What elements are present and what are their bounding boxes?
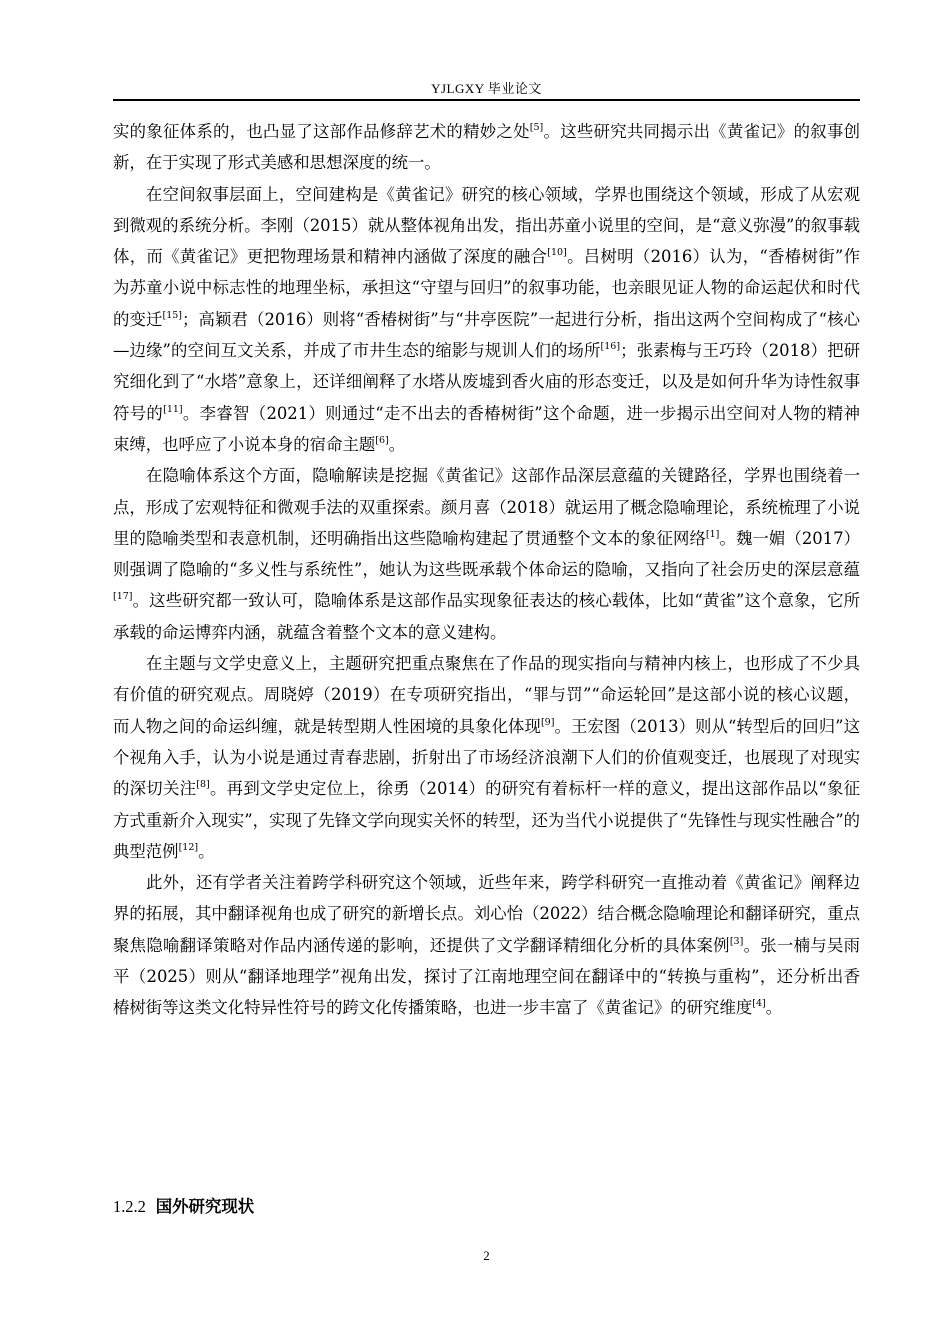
text-run: 。吕树明（2016）认为，“香椿树街”作为苏童小说中标志性的地理坐标，承担这“守望与回归”的叙事功能，也亲眼见证人物的命运起伏和时代的变迁 xyxy=(113,247,860,329)
text-run: 。王宏图（2013）则从“转型后的回归”这个视角入手，认为小说是通过青春悲剧，折射出了市场经济浪潮下人们的价值观变迁，也展现了对现实的深切关注 xyxy=(113,716,860,799)
citation-ref: [3] xyxy=(729,935,744,947)
citation-ref: [9] xyxy=(540,716,555,728)
paragraph xyxy=(113,116,860,179)
text-run: 。魏一媚（2017）则强调了隐喻的“多义性与系统性”，她认为这些既承载个体命运的隐喻，又指向了社会历史的深层意蕴 xyxy=(113,528,861,580)
page-number: 2 xyxy=(483,1248,490,1263)
citation-ref: [10] xyxy=(547,247,567,259)
text-run: ；高颖君（2016）则将“香椿树街”与“井亭医院”一起进行分析，指出这两个空间构成了“核心—边缘”的空间互文关系，并成了市井生态的缩影与规训人们的场所 xyxy=(113,309,861,361)
paragraph xyxy=(113,179,860,461)
text-run: 。这些研究共同揭示出《黄雀记》的叙事创新，在于实现了形式美感和思想深度的统一。 xyxy=(113,122,861,173)
citation-ref: [15] xyxy=(162,309,183,321)
text-run: 。再到文学史定位上，徐勇（2014）的研究有着标杆一样的意义，提出这部作品以“象征方式重新介入现实”，实现了先锋文学向现实关怀的转型，还为当代小说提供了“先锋性与现实性融合”的典型范例 xyxy=(113,779,860,861)
paragraph xyxy=(113,460,860,648)
citation-ref: [16] xyxy=(600,341,621,353)
text-run: ；张素梅与王巧玲（2018）把研究细化到了“水塔”意象上，还详细阐释了水塔从废墟到香火庙的形态变迁，以及是如何升华为诗性叙事符号的 xyxy=(113,341,860,423)
section-heading xyxy=(113,1193,254,1217)
text-run: 。张一楠与吴雨平（2025）则从“翻译地理学”视角出发，探讨了江南地理空间在翻译中的“转换与重构”，还分析出香椿树街等这类文化特异性符号的跨文化传播策略，也进一步丰富了《黄雀记》的研究维度 xyxy=(113,935,861,1018)
paragraph xyxy=(113,648,860,867)
running-header: YJLGXY 毕业论文 xyxy=(431,81,542,96)
text-run: 。 xyxy=(765,998,783,1018)
text-run: 。这些研究都一致认可，隐喻体系是这部作品实现象征表达的核心载体，比如“黄雀”这个意象，它所承载的命运博弈内涵，就蕴含着整个文本的意义建构。 xyxy=(113,591,860,642)
citation-ref: [6] xyxy=(375,434,389,446)
section-title: 国外研究现状 xyxy=(155,1197,255,1216)
citation-ref: [8] xyxy=(196,779,210,791)
citation-ref: [1] xyxy=(705,528,720,540)
text-run: 在空间叙事层面上，空间建构是《黄雀记》研究的核心领域，学界也围绕这个领域，形成了从宏观到微观的系统分析。李刚（2015）就从整体视角出发，指出苏童小说里的空间，是“意义弥漫”的叙事载体，而《黄雀记》更把物理场景和精神内涵做了深度的融合 xyxy=(113,184,860,267)
section-number: 1.2.2 xyxy=(113,1197,146,1216)
header-rule xyxy=(113,99,860,101)
text-run: 此外，还有学者关注着跨学科研究这个领域，近些年来，跨学科研究一直推动着《黄雀记》阐释边界的拓展，其中翻译视角也成了研究的新增长点。刘心怡（2022）结合概念隐喻理论和翻译研究，重点聚焦隐喻翻译策略对作品内涵传递的影响，还提供了文学翻译精细化分析的具体案例 xyxy=(113,873,860,955)
text-run: 实的象征体系的，也凸显了这部作品修辞艺术的精妙之处 xyxy=(113,122,530,141)
text-run: 。 xyxy=(388,434,406,454)
citation-ref: [4] xyxy=(752,998,766,1010)
body-text xyxy=(113,116,860,1024)
citation-ref: [5] xyxy=(529,122,544,133)
text-run: 。 xyxy=(198,841,215,861)
text-run: 在隐喻体系这个方面，隐喻解读是挖掘《黄雀记》这部作品深层意蕴的关键路径，学界也围绕着一点，形成了宏观特征和微观手法的双重探索。颜月喜（2018）就运用了概念隐喻理论，系统梳理了小说里的隐喻类型和表意机制，还明确指出这些隐喻构建起了贯通整个文本的象征网络 xyxy=(113,466,860,548)
citation-ref: [17] xyxy=(113,591,133,603)
citation-ref: [11] xyxy=(163,403,183,415)
text-run: 。李睿智（2021）则通过“走不出去的香椿树街”这个命题，进一步揭示出空间对人物的精神束缚，也呼应了小说本身的宿命主题 xyxy=(113,403,860,454)
text-run: 在主题与文学史意义上，主题研究把重点聚焦在了作品的现实指向与精神内核上，也形成了不少具有价值的研究观点。周晓婷（2019）在专项研究指出，“罪与罚”“命运轮回”是这部小说的核心议题，而人物之间的命运纠缠，就是转型期人性困境的具象化体现 xyxy=(113,654,860,736)
paragraph xyxy=(113,867,860,1023)
citation-ref: [12] xyxy=(178,841,199,853)
